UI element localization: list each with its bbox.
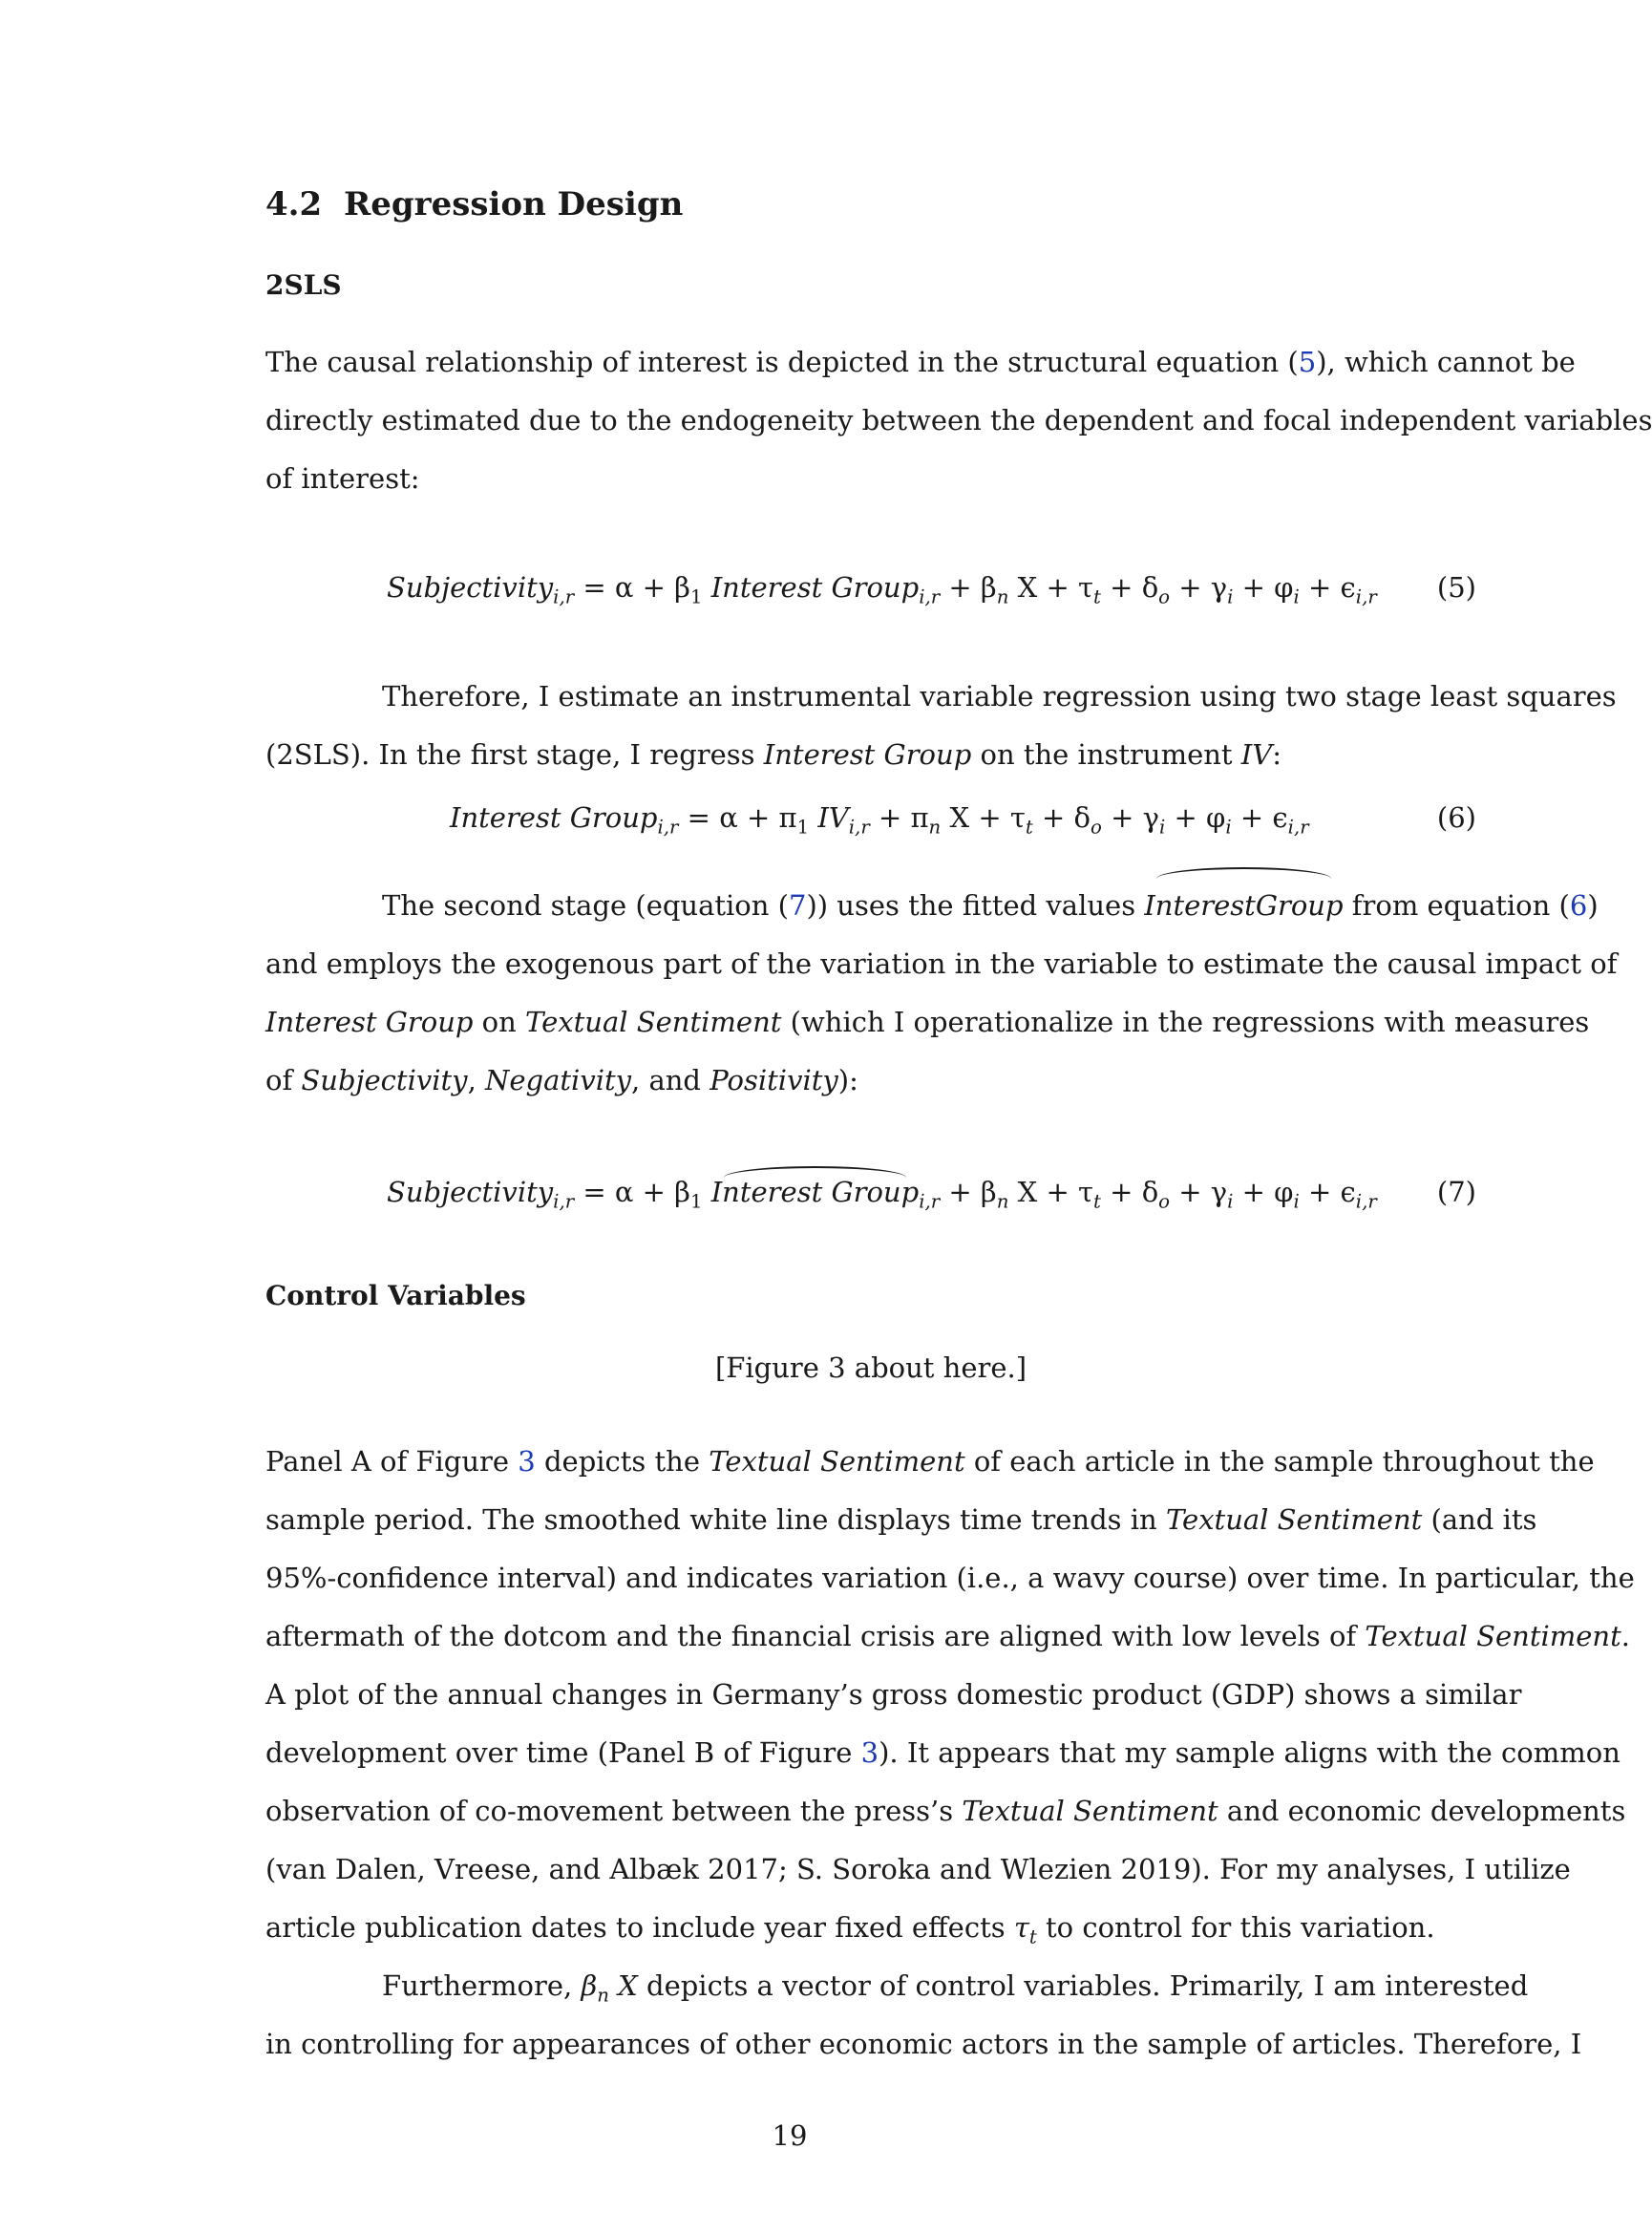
text-line: aftermath of the dotcom and the financial crisis are aligned with low levels of Textual Sentiment.: [265, 1620, 1630, 1652]
figure-ref-link[interactable]: 3: [518, 1445, 536, 1478]
figure-placeholder: [Figure 3 about here.]: [714, 1351, 1027, 1384]
text-line: in controlling for appearances of other economic actors in the sample of articles. Therefore, I: [265, 2028, 1582, 2060]
text-line: development over time (Panel B of Figure 3). It appears that my sample aligns with the common: [265, 1736, 1620, 1769]
text-line: directly estimated due to the endogeneity between the dependent and focal independent variables: [265, 404, 1652, 436]
equation-6: [265, 801, 1476, 849]
equation-number: (5): [1436, 571, 1476, 604]
equation-body: Subjectivity$_{i,r}$ = $\alpha + \beta_1$ Interest Group$_{i,r}$ + $\beta_n$ $X + \tau_t + \delta_o + \gamma_i + \varphi_i + \epsilon_{i,r}$: [387, 1176, 1377, 1213]
text-line: observation of co-movement between the press’s Textual Sentiment and economic developments: [265, 1795, 1626, 1827]
figure-ref-link[interactable]: 3: [860, 1736, 879, 1769]
page-number: 19: [772, 2119, 808, 2152]
fitted-interest-group: Interest Group: [710, 1176, 920, 1208]
equation-ref-link[interactable]: 7: [788, 889, 807, 922]
fitted-interest-group: InterestGroup: [1144, 877, 1343, 935]
text-line: Panel A of Figure 3 depicts the Textual Sentiment of each article in the sample throughout the: [265, 1445, 1595, 1478]
text-line: and employs the exogenous part of the variation in the variable to estimate the causal impact of: [265, 947, 1618, 980]
equation-body: Interest Group$_{i,r}$ = $\alpha + \pi_1$ $IV_{i,r} + \pi_n$ $X + \tau_t + \delta_o + \gamma_i + \varphi_i + \epsilon_{i,r}$: [450, 801, 1309, 839]
text-line: Furthermore, $\beta_n$ X depicts a vector of control variables. Primarily, I am interested: [382, 1969, 1529, 2007]
paragraph-intro: [265, 333, 1652, 508]
text-line: 95%-confidence interval) and indicates variation (i.e., a wavy course) over time. In particular, the: [265, 1562, 1635, 1594]
text-line: The causal relationship of interest is depicted in the structural equation (5), which cannot be: [265, 346, 1576, 378]
text-line: Interest Group on Textual Sentiment (which I operationalize in the regressions with measures: [265, 1006, 1590, 1038]
paragraph-second-stage: [265, 877, 1618, 1110]
paragraph-first-stage: [265, 668, 1617, 784]
equation-number: (6): [1436, 801, 1476, 834]
text-line: of Subjectivity, Negativity, and Positivity):: [265, 1064, 858, 1096]
section-title: Regression Design: [344, 185, 684, 223]
equation-body: Subjectivity$_{i,r}$ = $\alpha + \beta_1$ Interest Group$_{i,r}$ + $\beta_n$ $X + \tau_t + \delta_o + \gamma_i + \varphi_i + \epsilon_{i,r}$: [387, 571, 1377, 608]
subheading-2sls: 2SLS: [265, 269, 342, 301]
text-line: Therefore, I estimate an instrumental variable regression using two stage least squares: [382, 680, 1617, 713]
equation-ref-link[interactable]: 6: [1569, 889, 1588, 922]
section-number: 4.2: [265, 185, 323, 223]
text-line: sample period. The smoothed white line displays time trends in Textual Sentiment (and its: [265, 1503, 1537, 1536]
text-line: (2SLS). In the first stage, I regress Interest Group on the instrument IV:: [265, 738, 1281, 771]
text-line: (van Dalen, Vreese, and Albæk 2017; S. Soroka and Wlezien 2019). For my analyses, I utilize: [265, 1853, 1571, 1885]
text-line: A plot of the annual changes in Germany’s gross domestic product (GDP) shows a similar: [265, 1678, 1522, 1711]
subheading-control-variables: Control Variables: [265, 1280, 526, 1311]
text-line: The second stage (equation (7)) uses the fitted values InterestGroup from equation (6): [265, 877, 1476, 935]
paragraph-controls: [265, 1957, 1582, 2074]
equation-5: [265, 571, 1476, 619]
equation-ref-link[interactable]: 5: [1298, 346, 1317, 378]
text-line: of interest:: [265, 462, 420, 495]
paragraph-panel-a: [265, 1433, 1635, 1957]
equation-number: (7): [1436, 1176, 1476, 1208]
equation-7: [265, 1176, 1476, 1223]
text-line: article publication dates to include year fixed effects $\tau_t$ to control for this variation.: [265, 1911, 1435, 1948]
section-heading: [265, 185, 683, 223]
